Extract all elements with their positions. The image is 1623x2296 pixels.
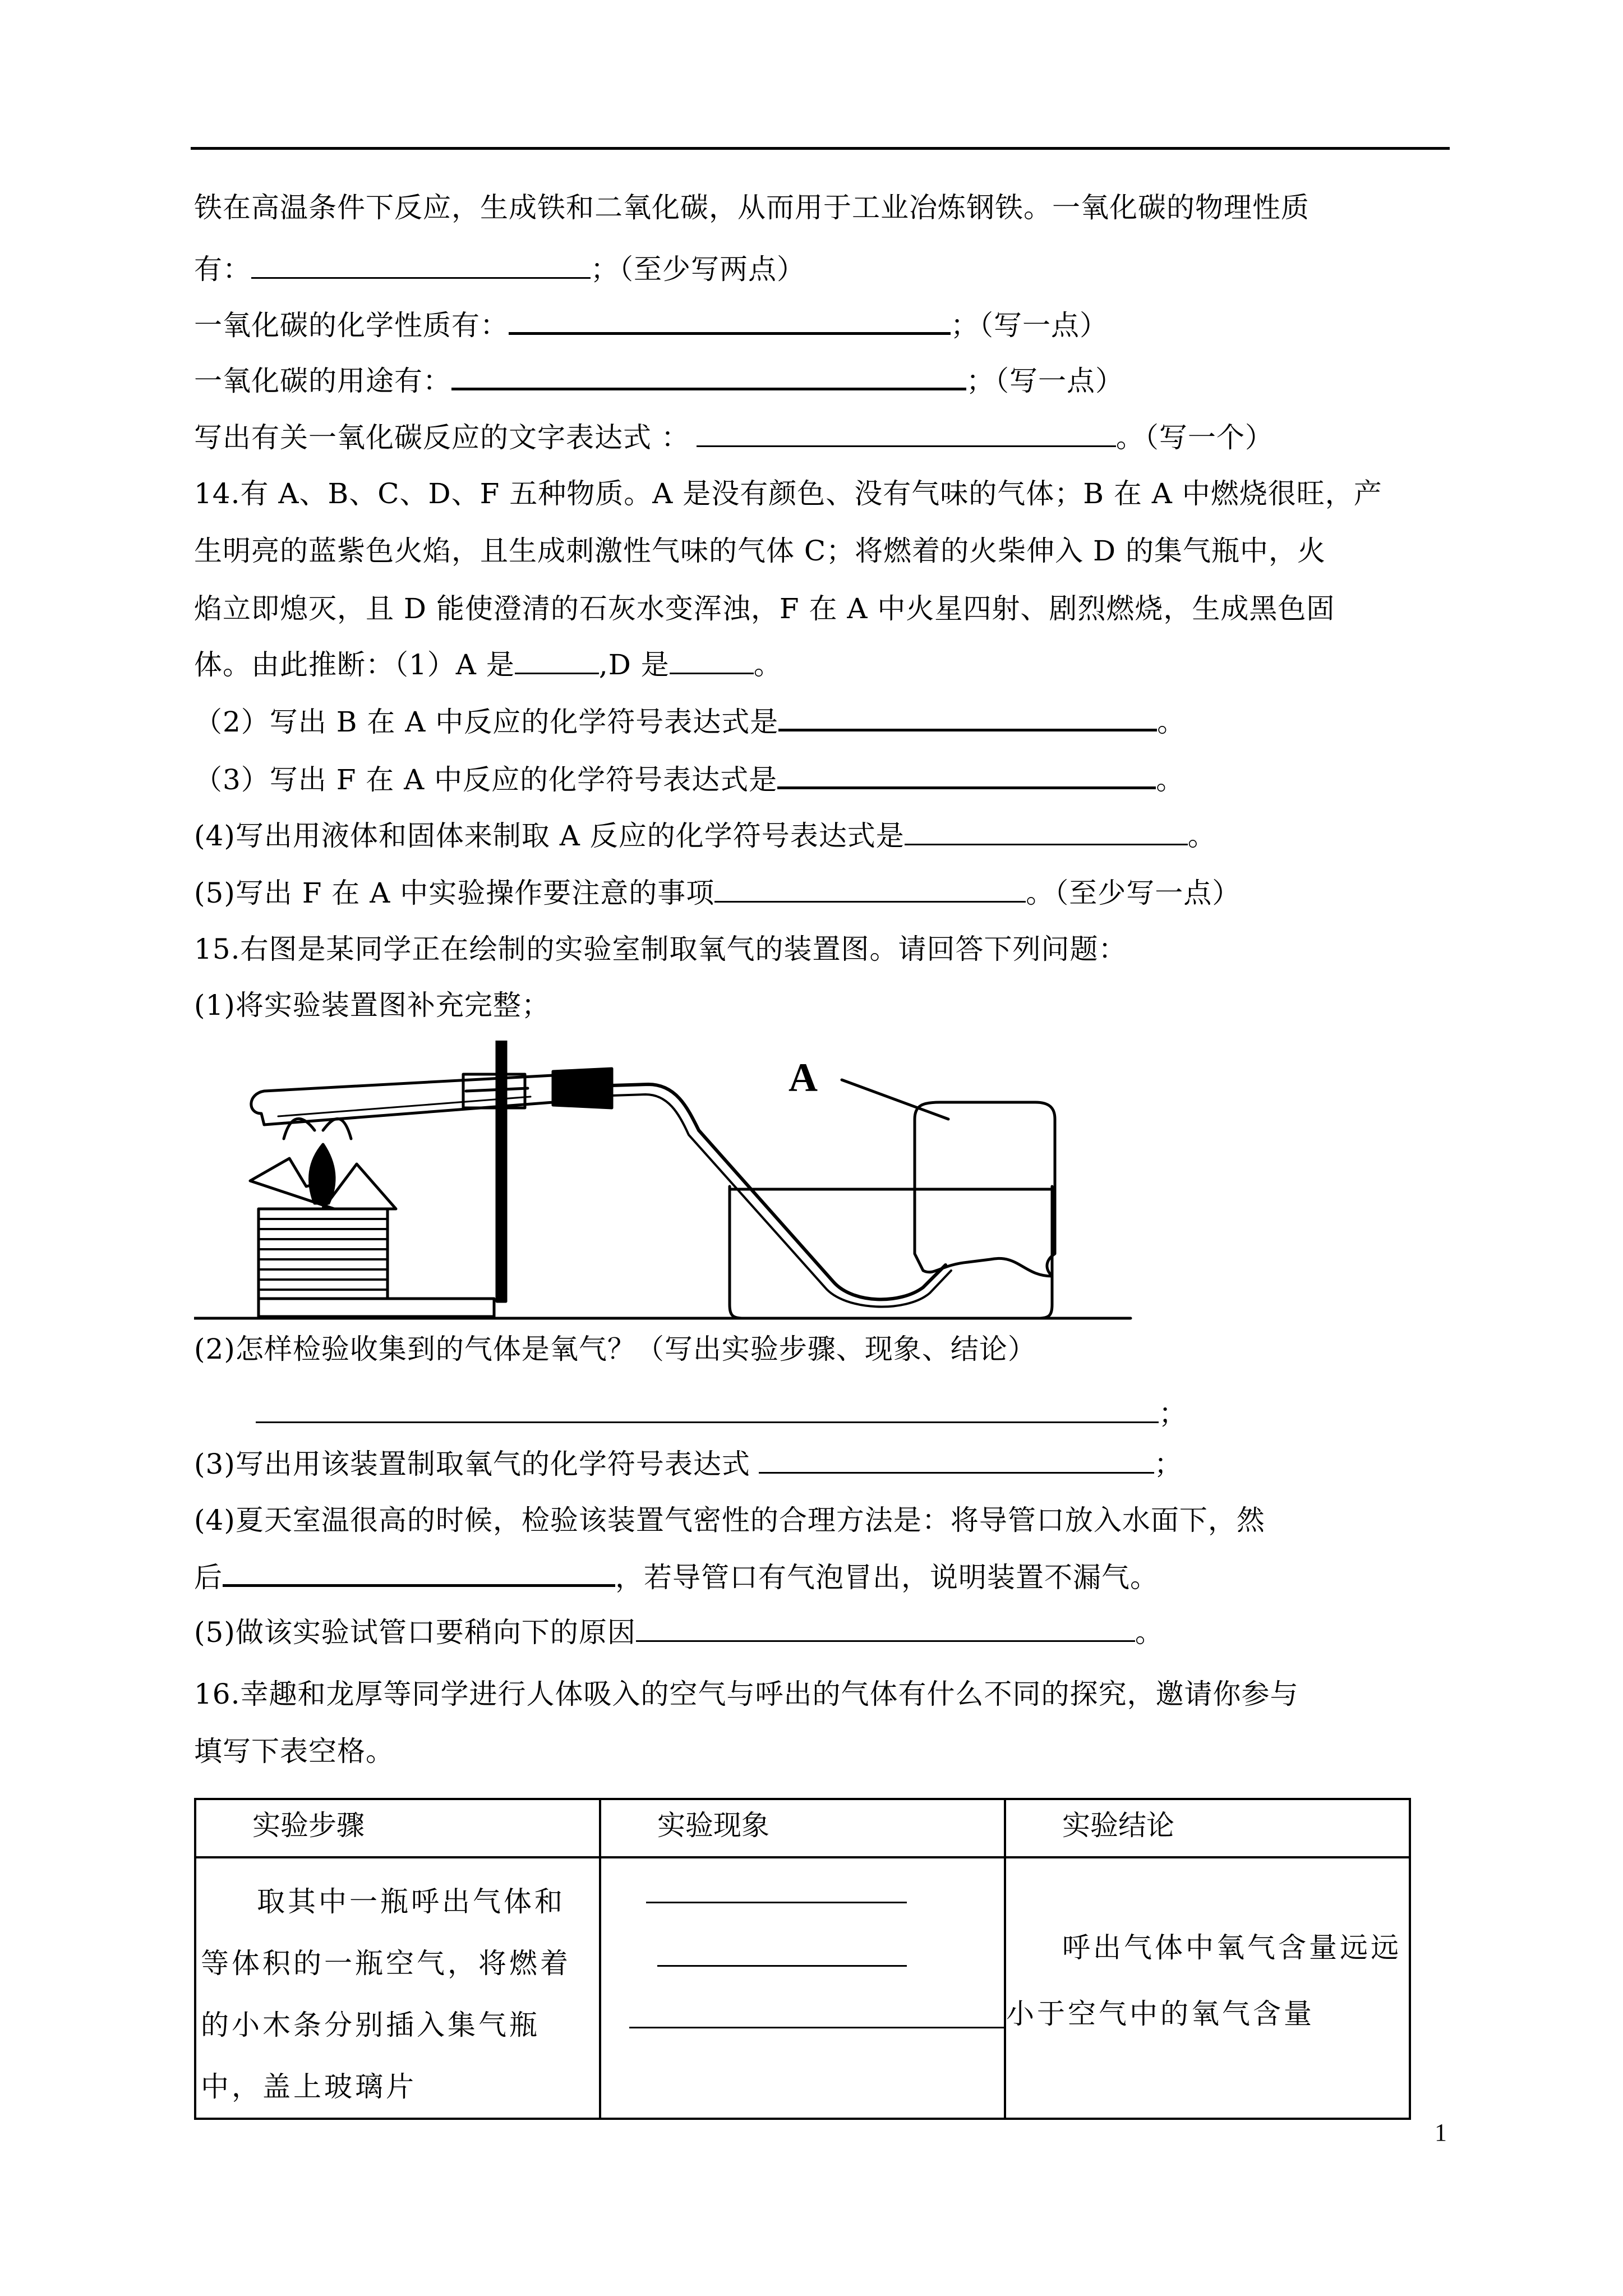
page-number: 1 bbox=[1435, 2119, 1447, 2146]
table-cell-conclusion: 呼出气体中氧气含量远远小于空气中的氧气含量 bbox=[1005, 1857, 1410, 2119]
answer-blank-A[interactable] bbox=[515, 648, 599, 674]
text-line: 一氧化碳的用途有： ；（写一点） bbox=[194, 363, 1124, 398]
q14-text: （3）写出 F 在 A 中反应的化学符号表达式是 。 bbox=[194, 762, 1184, 797]
answer-blank[interactable] bbox=[777, 762, 1156, 789]
answer-blank[interactable] bbox=[636, 1616, 1135, 1642]
lamp-block bbox=[259, 1209, 388, 1299]
table-header: 实验现象 bbox=[600, 1799, 1005, 1857]
stopper bbox=[553, 1069, 612, 1108]
table-header: 实验结论 bbox=[1005, 1799, 1410, 1857]
label-A: A bbox=[789, 1055, 818, 1100]
q14-text: (5)写出 F 在 A 中实验操作要注意的事项 。（至少写一点） bbox=[194, 877, 1241, 909]
text-line: 一氧化碳的化学性质有： ；（写一点） bbox=[194, 307, 1108, 342]
q14-text: (4)写出用液体和固体来制取 A 反应的化学符号表达式是 。 bbox=[194, 820, 1216, 852]
q14-text: 体。由此推断：（1）A 是 ,D 是 。 bbox=[194, 648, 782, 681]
table-header: 实验步骤 bbox=[195, 1799, 600, 1857]
answer-blank[interactable] bbox=[759, 1447, 1154, 1474]
oxygen-apparatus-figure bbox=[194, 1041, 1147, 1321]
answer-blank[interactable] bbox=[629, 2027, 1006, 2028]
text-line: 有： ；（至少写两点） bbox=[194, 253, 805, 286]
q14-text: （2）写出 B 在 A 中反应的化学符号表达式是 。 bbox=[194, 704, 1186, 739]
q14-text: 14.有 A、B、C、D、F 五种物质。A 是没有颜色、没有气味的气体；B 在 A 中燃烧很旺，产 bbox=[194, 477, 1382, 510]
delivery-tube bbox=[612, 1084, 946, 1299]
answer-blank[interactable] bbox=[509, 307, 951, 335]
test-tube bbox=[251, 1075, 553, 1125]
q16-text: 填写下表空格。 bbox=[194, 1735, 394, 1768]
q14-text: 生明亮的蓝紫色火焰，且生成刺激性气味的气体 C；将燃着的火柴伸入 D 的集气瓶中，火 bbox=[194, 535, 1326, 567]
answer-blank[interactable] bbox=[646, 1902, 907, 1903]
text-line: 写出有关一氧化碳反应的文字表达式 ： 。（写一个） bbox=[194, 421, 1274, 454]
stand-base bbox=[259, 1299, 494, 1317]
answer-blank[interactable] bbox=[223, 1559, 615, 1587]
answer-blank[interactable] bbox=[251, 252, 591, 279]
answer-blank[interactable] bbox=[451, 363, 966, 390]
q15-text: 后 ，若导管口有气泡冒出，说明装置不漏气。 bbox=[194, 1559, 1159, 1594]
answer-blank[interactable] bbox=[905, 819, 1188, 845]
q15-text: 15.右图是某同学正在绘制的实验室制取氧气的装置图。请回答下列问题： bbox=[194, 933, 1127, 965]
table-cell-phenomenon bbox=[600, 1857, 1005, 2119]
table-cell-step: 取其中一瓶呼出气体和等体积的一瓶空气，将燃着的小木条分别插入集气瓶中，盖上玻璃片 bbox=[195, 1857, 600, 2119]
q15-text: (1)将实验装置图补充完整； bbox=[194, 989, 550, 1022]
answer-blank[interactable] bbox=[256, 1397, 1159, 1423]
answer-blank-D[interactable] bbox=[670, 648, 754, 674]
label-leader bbox=[842, 1080, 948, 1119]
q14-text: 焰立即熄灭，且 D 能使澄清的石灰水变浑浊，F 在 A 中火星四射、剧烈燃烧，生成黑色固 bbox=[194, 592, 1335, 625]
q15-text: (2)怎样检验收集到的气体是氧气？（写出实验步骤、现象、结论） bbox=[194, 1333, 1036, 1365]
answer-blank[interactable] bbox=[697, 421, 1116, 447]
q15-text: (4)夏天室温很高的时候，检验该装置气密性的合理方法是：将导管口放入水面下，然 bbox=[194, 1504, 1265, 1536]
flame bbox=[310, 1144, 334, 1203]
text-line: 铁在高温条件下反应，生成铁和二氧化碳，从而用于工业冶炼钢铁。一氧化碳的物理性质 bbox=[194, 191, 1310, 224]
q15-text: ； bbox=[194, 1397, 1187, 1430]
answer-blank[interactable] bbox=[714, 876, 1026, 903]
q15-text: (5)做该实验试管口要稍向下的原因 。 bbox=[194, 1616, 1164, 1649]
q15-text: (3)写出用该装置制取氧气的化学符号表达式 ； bbox=[194, 1448, 1183, 1480]
answer-blank[interactable] bbox=[657, 1965, 907, 1967]
header-rule bbox=[191, 147, 1450, 150]
q16-text: 16.幸趣和龙厚等同学进行人体吸入的空气与呼出的气体有什么不同的探究，邀请你参与 bbox=[194, 1678, 1299, 1710]
experiment-table bbox=[194, 1798, 1411, 2120]
answer-blank[interactable] bbox=[778, 704, 1157, 731]
